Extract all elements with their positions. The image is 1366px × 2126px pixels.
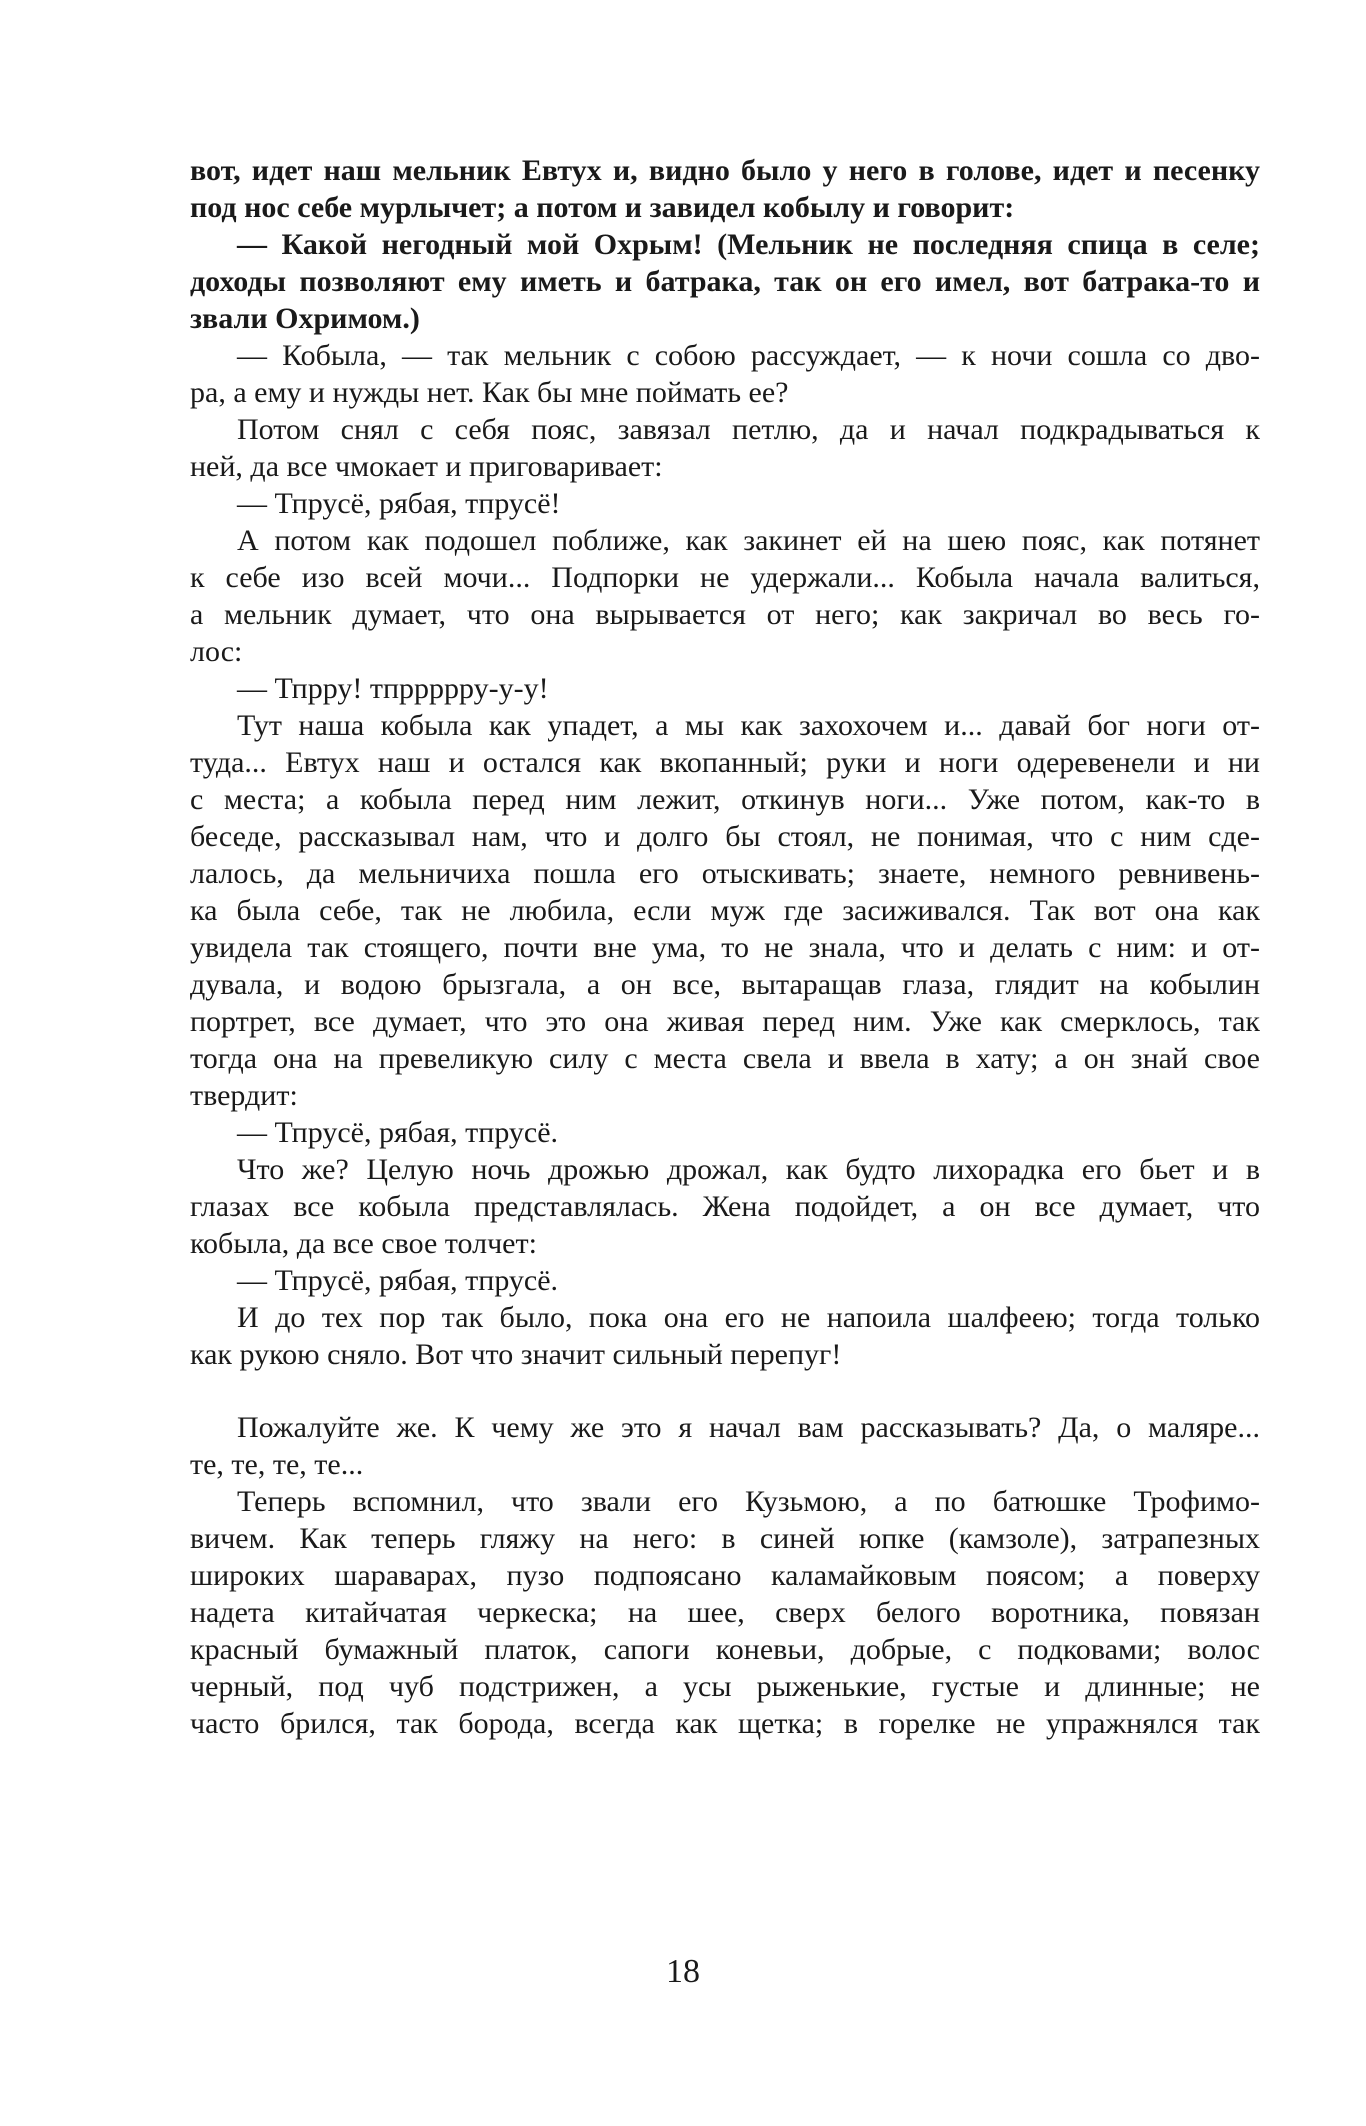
text-line: лос: xyxy=(190,635,243,668)
text-line: тогда она на превеликую силу с места свела и ввела в хату; а он знай свое xyxy=(190,1042,1260,1075)
text-line: часто брился, так борода, всегда как щетка; в горелке не упражнялся так xyxy=(190,1707,1260,1740)
text-line: беседе, рассказывал нам, что и долго бы стоял, не понимая, что с ним сде- xyxy=(190,820,1260,853)
text-line: ра, а ему и нужды нет. Как бы мне поймать ее? xyxy=(190,376,789,409)
text-line: — Кобыла, — так мельник с собою рассуждает, — к ночи сошла со дво- xyxy=(237,339,1260,372)
text-line: кобыла, да все свое толчет: xyxy=(190,1227,537,1260)
section-gap xyxy=(190,1373,1260,1409)
text-line: туда... Евтух наш и остался как вкопанный; руки и ноги одеревенели и ни xyxy=(190,746,1260,779)
page-body xyxy=(190,152,1260,1742)
text-line: А потом как подошел поближе, как закинет ей на шею пояс, как потянет xyxy=(237,524,1260,557)
text-line: Пожалуйте же. К чему же это я начал вам рассказывать? Да, о маляре... xyxy=(237,1411,1260,1444)
text-line: надета китайчатая черкеска; на шее, сверх белого воротника, повязан xyxy=(190,1596,1260,1629)
text-line: твердит: xyxy=(190,1079,298,1112)
text-line: Что же? Целую ночь дрожью дрожал, как будто лихорадка его бьет и в xyxy=(237,1153,1260,1186)
text-line: с места; а кобыла перед ним лежит, откинув ноги... Уже потом, как-то в xyxy=(190,783,1260,816)
text-line: звали Охримом.) xyxy=(190,302,420,335)
text-line: — Тпрру! тпррррру-у-у! xyxy=(237,672,549,705)
text-line: И до тех пор так было, пока она его не напоила шалфеею; тогда только xyxy=(237,1301,1260,1334)
text-line: доходы позволяют ему иметь и батрака, так он его имел, вот батрака-то и xyxy=(190,265,1260,298)
text-line: вот, идет наш мельник Евтух и, видно было у него в голове, идет и песенку xyxy=(190,154,1260,187)
text-line: портрет, все думает, что это она живая перед ним. Уже как смерклось, так xyxy=(190,1005,1260,1038)
text-line: — Какой негодный мой Охрым! (Мельник не последняя спица в селе; xyxy=(237,228,1260,261)
text-line: — Тпрусё, рябая, тпрусё. xyxy=(237,1264,559,1297)
text-line: — Тпрусё, рябая, тпрусё. xyxy=(237,1116,559,1149)
text-line: как рукою сняло. Вот что значит сильный перепуг! xyxy=(190,1338,842,1371)
text-line: дувала, и водою брызгала, а он все, вытаращав глаза, глядит на кобылин xyxy=(190,968,1260,1001)
text-line: к себе изо всей мочи... Подпорки не удержали... Кобыла начала валиться, xyxy=(190,561,1260,594)
page-number: 18 xyxy=(666,1953,700,1990)
text-line: широких шараварах, пузо подпоясано каламайковым поясом; а поверху xyxy=(190,1559,1260,1592)
text-line: вичем. Как теперь гляжу на него: в синей юпке (камзоле), затрапезных xyxy=(190,1522,1260,1555)
text-line: увидела так стоящего, почти вне ума, то не знала, что и делать с ним: и от- xyxy=(190,931,1260,964)
text-line: Тут наша кобыла как упадет, а мы как захохочем и... давай бог ноги от- xyxy=(237,709,1260,742)
text-line: красный бумажный платок, сапоги коневьи, добрые, с подковами; волос xyxy=(190,1633,1260,1666)
text-line: ка была себе, так не любила, если муж где засиживался. Так вот она как xyxy=(190,894,1260,927)
text-line: Потом снял с себя пояс, завязал петлю, да и начал подкрадываться к xyxy=(237,413,1260,446)
text-line: — Тпрусё, рябая, тпрусё! xyxy=(237,487,561,520)
text-line: Теперь вспомнил, что звали его Кузьмою, а по батюшке Трофимо- xyxy=(237,1485,1260,1518)
text-line: а мельник думает, что она вырывается от него; как закричал во весь го- xyxy=(190,598,1260,631)
text-line: ней, да все чмокает и приговаривает: xyxy=(190,450,663,483)
text-line: черный, под чуб подстрижен, а усы рыженькие, густые и длинные; не xyxy=(190,1670,1260,1703)
text-line: лалось, да мельничиха пошла его отыскивать; знаете, немного ревнивень- xyxy=(190,857,1260,890)
text-line: глазах все кобыла представлялась. Жена подойдет, а он все думает, что xyxy=(190,1190,1260,1223)
text-line: те, те, те, те... xyxy=(190,1448,364,1481)
text-line: под нос себе мурлычет; а потом и завидел кобылу и говорит: xyxy=(190,191,1015,224)
